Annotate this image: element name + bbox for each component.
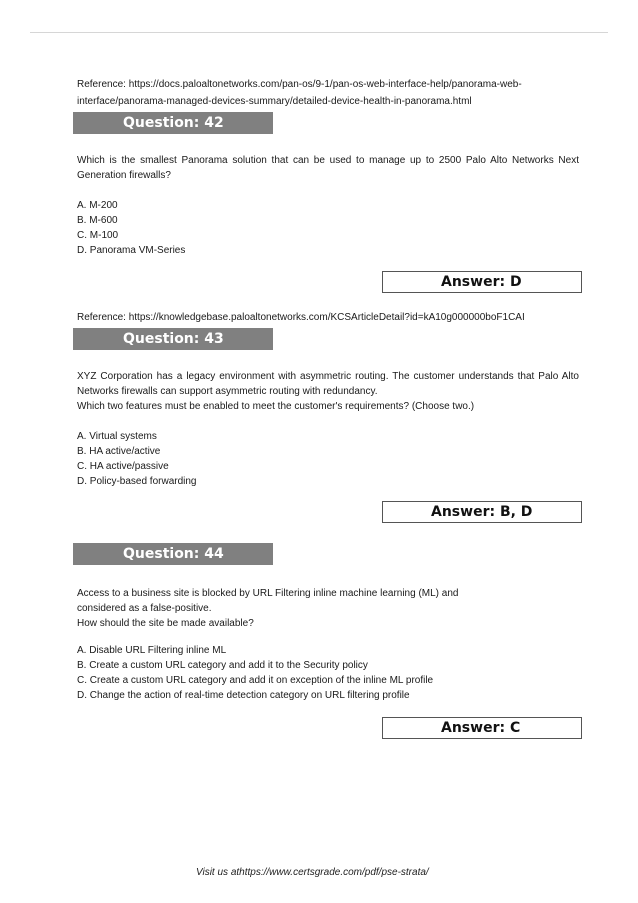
question-44-header <box>73 543 273 565</box>
question-43-option-b: B. HA active/active <box>77 446 161 457</box>
question-44-option-c: C. Create a custom URL category and add it on exception of the inline ML profile <box>77 675 434 686</box>
footer-link-text: Visit us athttps://www.certsgrade.com/pdf/pse-strata/ <box>196 867 429 878</box>
question-42-reference: Reference: https://knowledgebase.paloaltonetworks.com/KCSArticleDetail?id=kA10g000000boF1CAI <box>77 312 525 323</box>
question-44-option-b: B. Create a custom URL category and add it to the Security policy <box>77 660 368 671</box>
reference-line-1: Reference: https://docs.paloaltonetworks.com/pan-os/9-1/pan-os-web-interface-help/panorama-web- <box>77 79 522 90</box>
question-42-answer-box <box>382 271 582 293</box>
question-44-text-line-3: How should the site be made available? <box>77 618 254 629</box>
question-44-text-line-2: considered as a false-positive. <box>77 603 212 614</box>
question-42-answer: Answer: D <box>441 274 522 290</box>
question-42-option-b: B. M-600 <box>77 215 118 226</box>
question-42-option-a: A. M-200 <box>77 200 118 211</box>
question-43-option-a: A. Virtual systems <box>77 431 157 442</box>
question-44-option-a: A. Disable URL Filtering inline ML <box>77 645 227 656</box>
question-42-header <box>73 112 273 134</box>
question-42-option-c: C. M-100 <box>77 230 119 241</box>
question-43-text-2: Which two features must be enabled to meet the customer's requirements? (Choose two.) <box>77 401 475 412</box>
question-44-title: Question: 44 <box>123 546 224 562</box>
question-43-text: XYZ Corporation has a legacy environment with asymmetric routing. The customer understands that Palo Alto Networks firewalls can support asymmetric routing with redundancy. <box>77 371 579 397</box>
question-42-title: Question: 42 <box>123 115 224 131</box>
header-rule <box>30 32 608 33</box>
question-43-title: Question: 43 <box>123 331 224 347</box>
question-43-header <box>73 328 273 350</box>
question-42-text: Which is the smallest Panorama solution that can be used to manage up to 2500 Palo Alto Networks Next Generation firewalls? <box>77 155 579 181</box>
question-42-option-d: D. Panorama VM-Series <box>77 245 186 256</box>
question-43-option-d: D. Policy-based forwarding <box>77 476 197 487</box>
question-43-option-c: C. HA active/passive <box>77 461 169 472</box>
question-44-text-line-1: Access to a business site is blocked by URL Filtering inline machine learning (ML) and <box>77 588 459 599</box>
question-44-option-d: D. Change the action of real-time detection category on URL filtering profile <box>77 690 410 701</box>
question-43-answer-box <box>382 501 582 523</box>
reference-line-2: interface/panorama-managed-devices-summary/detailed-device-health-in-panorama.html <box>77 96 472 107</box>
question-43-answer: Answer: B, D <box>431 504 533 520</box>
question-44-answer-box <box>382 717 582 739</box>
question-44-answer: Answer: C <box>441 720 521 736</box>
